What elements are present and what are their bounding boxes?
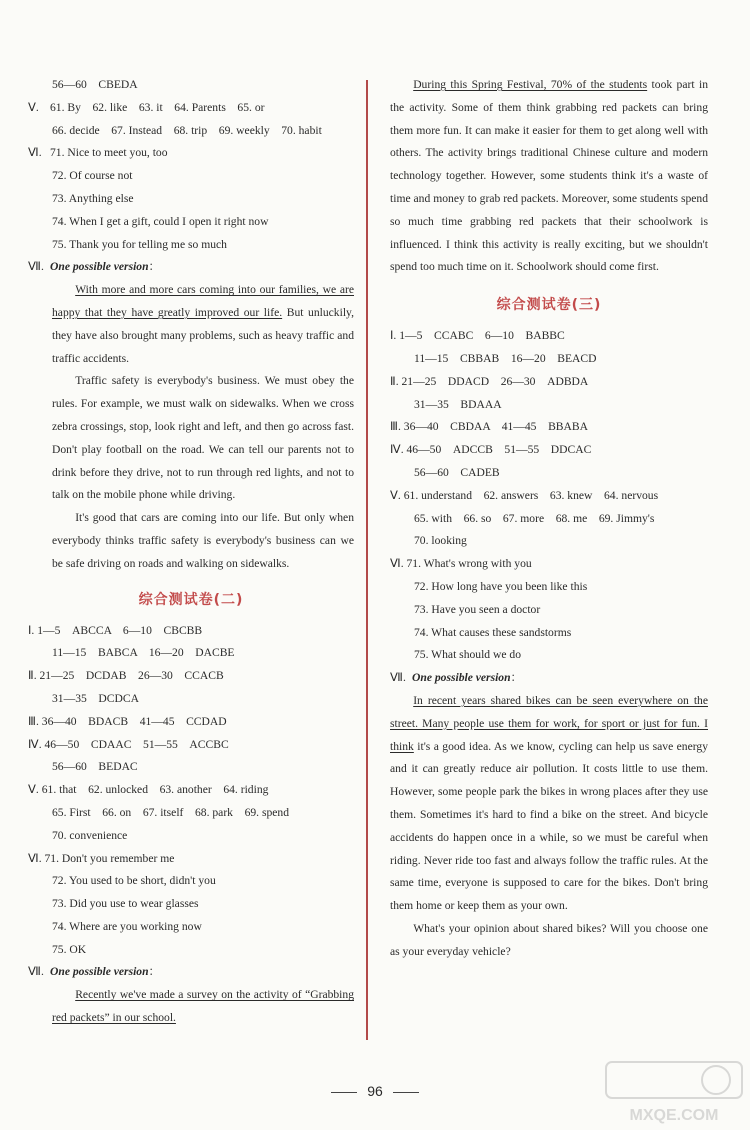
dash-right	[393, 1092, 419, 1093]
essay-paragraph	[28, 279, 354, 370]
section-number: Ⅵ.	[28, 146, 42, 160]
answer-line: 31—35 DCDCA	[52, 691, 139, 705]
answer-line: 72. Of course not	[52, 169, 133, 183]
page-number-text: 96	[367, 1083, 383, 1099]
answer-text: 61. By 62. like 63. it 64. Parents 65. or	[50, 100, 265, 114]
essay-text: it's a good idea. As we know, cycling can help us save energy and it can greatly reduce air pollution. It costs little to use them. However, some people park the bikes in wrong places after they use them. Sometimes it's hard to find a bike on the street. And bicycle accidents do happen once in a while, so we must be careful when riding. Never ride too fast and always follow the traffic rules. At the same time, everyone is supposed to care for the bikes. Don't bring them home or keep them as your own.	[390, 739, 708, 913]
answer-line: Ⅰ. 1—5 CCABC 6—10 BABBC	[390, 329, 565, 343]
colon: ：	[148, 965, 161, 979]
version-heading	[28, 961, 354, 984]
answer-line: 56—60 CBEDA	[52, 78, 138, 91]
version-heading	[390, 667, 708, 690]
version-heading	[28, 256, 354, 279]
answer-line: 56—60 CADEB	[414, 465, 500, 479]
watermark-circle	[702, 1066, 730, 1094]
colon: ：	[148, 260, 161, 274]
section-title: 综合测试卷(三)	[496, 297, 602, 314]
underlined-sentence: With more and more cars coming into our families, we are happy that they have greatly improved our life.	[52, 283, 354, 319]
colon: ：	[510, 671, 523, 685]
answer-line: 73. Anything else	[52, 191, 134, 205]
essay-paragraph: It's good that cars are coming into our life. But only when everybody thinks traffic safety is everybody's business can we be safe driving on roads and walking on sidewalks.	[52, 511, 354, 570]
answer-line: 75. OK	[52, 942, 87, 956]
underlined-sentence: In recent years shared bikes can be seen everywhere on the street. Many people use them for work, for sport or just for fun. I think	[390, 693, 708, 753]
answer-line: 74. Where are you working now	[52, 919, 202, 933]
answer-line: 65. with 66. so 67. more 68. me 69. Jimmy's	[414, 511, 655, 525]
answer-line: 56—60 BEDAC	[52, 760, 138, 774]
answer-line: 70. looking	[414, 534, 467, 548]
answer-line: Ⅱ. 21—25 DDACD 26—30 ADBDA	[390, 374, 589, 388]
answer-line	[28, 97, 354, 120]
dash-left	[331, 1092, 357, 1093]
answer-line: Ⅴ. 61. that 62. unlocked 63. another 64. riding	[28, 783, 269, 797]
answer-line: Ⅲ. 36—40 CBDAA 41—45 BBABA	[390, 420, 589, 434]
answer-line: 31—35 BDAAA	[414, 397, 502, 411]
answer-line: Ⅳ. 46—50 CDAAC 51—55 ACCBC	[28, 737, 229, 751]
answer-line: 72. How long have you been like this	[414, 579, 588, 593]
right-column	[390, 74, 708, 963]
section-number: Ⅶ.	[28, 965, 44, 979]
answer-line: Ⅰ. 1—5 ABCCA 6—10 CBCBB	[28, 623, 203, 637]
essay-paragraph: What's your opinion about shared bikes? Will you choose one as your everyday vehicle?	[390, 921, 708, 958]
answer-line: 75. What should we do	[414, 648, 522, 662]
answer-line: 74. What causes these sandstorms	[414, 625, 572, 639]
section-title: 综合测试卷(二)	[138, 591, 244, 608]
answer-line: 73. Did you use to wear glasses	[52, 897, 199, 911]
essay-paragraph	[390, 74, 708, 279]
answer-line: 65. First 66. on 67. itself 68. park 69. spend	[52, 805, 290, 819]
section-number: Ⅶ.	[390, 671, 406, 685]
section-number: Ⅴ.	[28, 100, 39, 114]
version-label: One possible version	[50, 965, 149, 979]
essay-paragraph: Traffic safety is everybody's business. We must obey the rules. For example, we must walk on sidewalks. When we cross zebra crossings, stop, look right and left, and then go across fast. Don't play football on the road. We can tell our parents not to drink before they drive, not to run through red lights, and not to talk on the mobile phone while driving.	[52, 374, 354, 502]
version-label: One possible version	[50, 260, 149, 274]
answer-line: Ⅵ. 71. What's wrong with you	[390, 557, 532, 571]
answer-line: 72. You used to be short, didn't you	[52, 874, 216, 888]
underlined-sentence: During this Spring Festival, 70% of the students	[413, 78, 648, 91]
answer-line: 74. When I get a gift, could I open it right now	[52, 214, 269, 228]
answer-text: 71. Nice to meet you, too	[50, 146, 168, 160]
answer-line: 11—15 BABCA 16—20 DACBE	[52, 646, 235, 660]
column-divider	[366, 80, 368, 1040]
answer-line: Ⅳ. 46—50 ADCCB 51—55 DDCAC	[390, 443, 592, 457]
answer-line	[28, 142, 354, 165]
left-column	[28, 74, 354, 1030]
essay-text: But unluckily, they have also brought many problems, such as heavy traffic and traffic accidents.	[52, 305, 354, 365]
watermark-logo	[604, 1060, 744, 1126]
watermark-text: MXQE.COM	[629, 1107, 719, 1124]
section-number: Ⅶ.	[28, 260, 44, 274]
answer-line: 75. Thank you for telling me so much	[52, 237, 227, 251]
answer-line: Ⅲ. 36—40 BDACB 41—45 CCDAD	[28, 714, 227, 728]
answer-line: 66. decide 67. Instead 68. trip 69. weekly 70. habit	[52, 123, 322, 137]
answer-line: Ⅴ. 61. understand 62. answers 63. knew 64. nervous	[390, 488, 659, 502]
answer-line: 73. Have you seen a doctor	[414, 602, 541, 616]
essay-paragraph	[390, 690, 708, 918]
answer-line: Ⅱ. 21—25 DCDAB 26—30 CCACB	[28, 669, 224, 683]
essay-text: took part in the activity. Some of them think grabbing red packets can bring them more fun. It can make it easier for them to get along well with others. The activity brings traditional Chinese culture and modern technology together. However, some students think it's a waste of time and money to grab red packets. Moreover, some students spend so much time grabbing red packets that their schoolwork is influenced. I think this activity is really exciting, but we shouldn't spend too much time on it. Schoolwork should come first.	[390, 78, 708, 274]
answer-line: 70. convenience	[52, 828, 128, 842]
answer-line: Ⅵ. 71. Don't you remember me	[28, 851, 175, 865]
essay-paragraph: Recently we've made a survey on the activity of “Grabbing red packets” in our school.	[52, 988, 354, 1025]
answer-line: 11—15 CBBAB 16—20 BEACD	[414, 351, 597, 365]
version-label: One possible version	[412, 671, 511, 685]
